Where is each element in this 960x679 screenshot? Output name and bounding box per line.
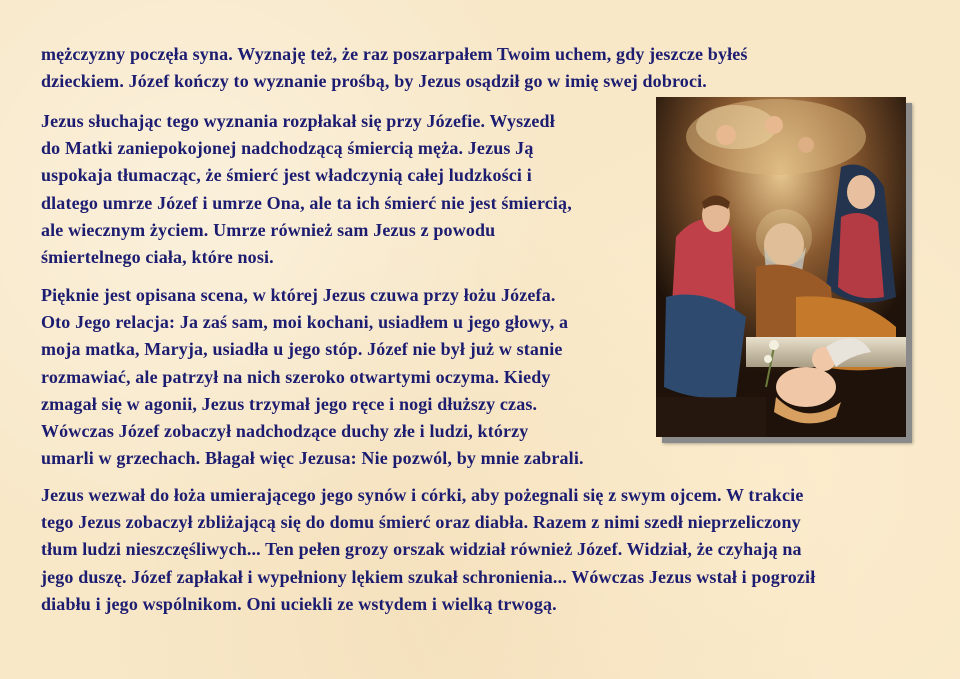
text-line: Jezus wezwał do łoża umierającego jego synów i córki, aby pożegnali się z swym ojcem. W trakcie — [41, 485, 804, 505]
text-line: dzieckiem. Józef kończy to wyznanie prośbą, by Jezus osądził go w imię swej dobroci. — [41, 71, 707, 92]
paragraph-4 — [41, 482, 921, 618]
text-line: diabłu i jego wspólnikom. Oni uciekli ze wstydem i wielką trwogą. — [41, 593, 557, 614]
text-line: tego Jezus zobaczył zbliżającą się do domu śmierć oraz diabła. Razem z nimi szedł nieprzeliczony — [41, 512, 801, 533]
text-line: mężczyzny poczęła syna. Wyznaję też, że raz poszarpałem Twoim uchem, gdy jeszcze byłeś — [41, 44, 748, 64]
text-line: śmiertelnego ciała, które nosi. — [41, 247, 274, 268]
text-line: uspokaja tłumacząc, że śmierć jest władczynią całej ludzkości i — [41, 165, 532, 186]
text-line: dlatego umrze Józef i umrze Ona, ale ta ich śmierć nie jest śmiercią, — [41, 192, 572, 213]
text-line: zmagał się w agonii, Jezus trzymał jego ręce i nogi dłuższy czas. — [41, 393, 538, 414]
text-line: jego duszę. Józef zapłakał i wypełniony lękiem szukał schronienia... Wówczas Jezus wstał i pogroził — [41, 566, 816, 587]
paragraph-2 — [41, 108, 641, 271]
painting-image — [656, 97, 906, 437]
paragraph-1 — [41, 41, 921, 95]
text-line: Oto Jego relacja: Ja zaś sam, moi kochani, usiadłem u jego głowy, a — [41, 312, 569, 333]
death-of-saint-joseph-painting — [656, 97, 906, 437]
text-line: umarli w grzechach. Błagał więc Jezusa: Nie pozwól, by mnie zabrali. — [41, 448, 584, 469]
text-line: moja matka, Maryja, usiadła u jego stóp. Józef nie był już w stanie — [41, 339, 563, 360]
text-line: Jezus słuchając tego wyznania rozpłakał się przy Józefie. Wyszedł — [41, 111, 555, 131]
text-line: ale wiecznym życiem. Umrze również sam Jezus z powodu — [41, 219, 496, 240]
text-line: tłum ludzi nieszczęśliwych... Ten pełen grozy orszak widział również Józef. Widział, że czyhają na — [41, 539, 802, 560]
text-line: rozmawiać, ale patrzył na nich szeroko otwartymi oczyma. Kiedy — [41, 366, 551, 387]
text-line: Pięknie jest opisana scena, w której Jezus czuwa przy łożu Józefa. — [41, 285, 556, 305]
paragraph-3 — [41, 282, 656, 472]
text-line: do Matki zaniepokojonej nadchodzącą śmiercią męża. Jezus Ją — [41, 138, 534, 159]
text-line: Wówczas Józef zobaczył nadchodzące duchy złe i ludzi, którzy — [41, 421, 529, 442]
